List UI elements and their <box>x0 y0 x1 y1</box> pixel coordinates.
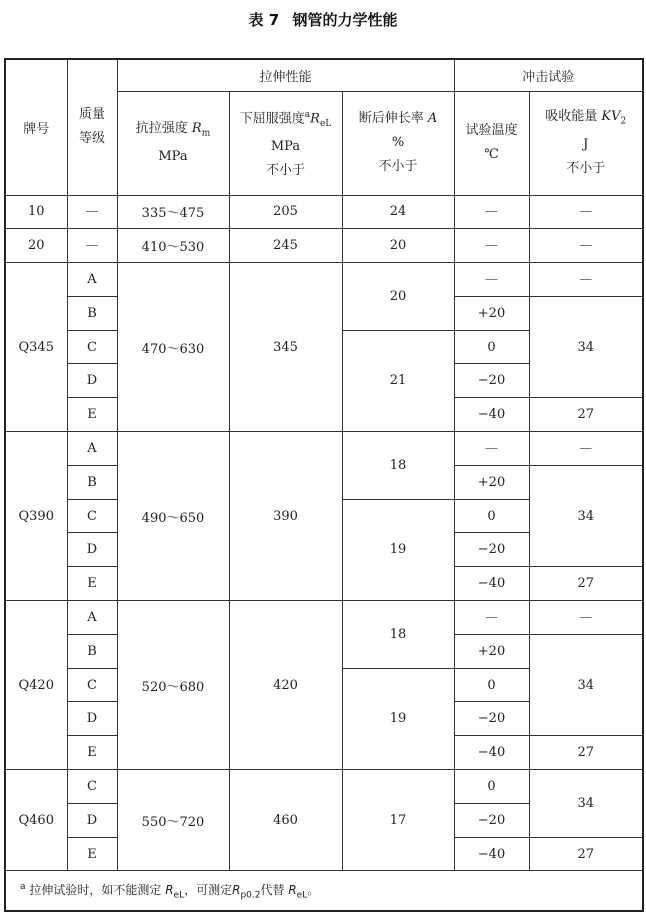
quality-cell: D <box>67 702 117 736</box>
footnote-symbol-3: R <box>288 882 297 897</box>
header-yield-strength <box>229 91 342 195</box>
elongation-cell: 19 <box>342 499 454 600</box>
footnote-symbol-2: R <box>232 882 241 897</box>
yield-footnote-mark: a <box>304 109 311 120</box>
table-row <box>5 229 643 263</box>
tensile-cell: 335～475 <box>117 195 229 229</box>
tensile-unit: MPa <box>158 149 188 165</box>
temp-cell: −20 <box>454 533 529 567</box>
elongation-cell: 18 <box>342 601 454 669</box>
footnote-sub-1: eL <box>173 890 185 901</box>
temp-cell: 0 <box>454 330 529 364</box>
grade-cell: Q390 <box>5 432 67 601</box>
elongation-cell: 24 <box>342 195 454 229</box>
yield-cell: 390 <box>229 432 342 601</box>
energy-cell: — <box>529 601 643 635</box>
test-temp-label: 试验温度 <box>465 123 518 138</box>
tensile-strength-label: 抗拉强度 <box>135 120 188 136</box>
footnote-symbol-1: R <box>165 882 174 897</box>
quality-cell: A <box>67 263 117 297</box>
footnote-mark: a <box>20 881 26 892</box>
quality-cell: B <box>67 296 117 330</box>
elongation-cell: 20 <box>342 263 454 331</box>
tensile-cell: 410～530 <box>117 229 229 263</box>
temp-cell: −40 <box>454 736 529 770</box>
tensile-sub: m <box>201 128 211 139</box>
energy-cell: 34 <box>529 296 643 397</box>
quality-cell: D <box>67 533 117 567</box>
yield-cell: 345 <box>229 263 342 432</box>
footnote-row <box>5 871 643 911</box>
energy-cell: — <box>529 263 643 297</box>
yield-cell: 460 <box>229 770 342 871</box>
energy-cell: 34 <box>529 770 643 838</box>
temp-cell: +20 <box>454 296 529 330</box>
quality-cell: — <box>67 229 117 263</box>
grade-cell: Q460 <box>5 770 67 871</box>
quality-cell: C <box>67 668 117 702</box>
tensile-cell: 490～650 <box>117 432 229 601</box>
quality-cell: E <box>67 736 117 770</box>
mechanical-properties-table <box>4 58 644 912</box>
header-quality-line2: 等级 <box>78 131 105 147</box>
yield-cell: 420 <box>229 601 342 770</box>
yield-cell: 245 <box>229 229 342 263</box>
table-row <box>5 601 643 635</box>
energy-unit: J <box>583 137 589 153</box>
absorbed-energy-label: 吸收能量 <box>545 108 598 124</box>
quality-cell: C <box>67 330 117 364</box>
elongation-min: 不小于 <box>378 159 418 174</box>
energy-cell: 34 <box>529 634 643 735</box>
temp-cell: +20 <box>454 465 529 499</box>
elongation-cell: 20 <box>342 229 454 263</box>
footnote-text-3: 代替 <box>260 882 285 897</box>
temp-cell: 0 <box>454 770 529 804</box>
tensile-cell: 520～680 <box>117 601 229 770</box>
temp-cell: — <box>454 263 529 297</box>
elongation-label: 断后伸长率 <box>358 111 424 126</box>
footnote-text-2: ，可测定 <box>184 882 233 897</box>
table-number: 表 7 <box>248 11 280 29</box>
table-row <box>5 432 643 466</box>
temp-cell: −40 <box>454 837 529 871</box>
energy-cell: 27 <box>529 837 643 871</box>
table-row <box>5 263 643 297</box>
energy-cell: 27 <box>529 398 643 432</box>
energy-symbol: KV <box>601 108 621 124</box>
quality-cell: B <box>67 634 117 668</box>
elongation-cell: 17 <box>342 770 454 871</box>
temp-cell: −20 <box>454 803 529 837</box>
header-test-temp <box>454 91 529 195</box>
temp-cell: +20 <box>454 634 529 668</box>
elongation-cell: 21 <box>342 330 454 431</box>
yield-sub: eL <box>319 118 332 129</box>
energy-cell: — <box>529 195 643 229</box>
temp-cell: — <box>454 229 529 263</box>
quality-cell: E <box>67 837 117 871</box>
temp-cell: −40 <box>454 567 529 601</box>
table-row <box>5 770 643 804</box>
energy-cell: 27 <box>529 567 643 601</box>
table-caption: 钢管的力学性能 <box>292 11 398 29</box>
grade-cell: Q420 <box>5 601 67 770</box>
header-quality <box>67 59 117 195</box>
elongation-symbol: A <box>427 111 438 126</box>
quality-cell: C <box>67 770 117 804</box>
energy-cell: — <box>529 432 643 466</box>
header-elongation <box>342 91 454 195</box>
header-tensile-strength <box>117 91 229 195</box>
temp-cell: — <box>454 195 529 229</box>
footnote-sub-3: eL <box>296 890 308 901</box>
tensile-cell: 550～720 <box>117 770 229 871</box>
temp-cell: −40 <box>454 398 529 432</box>
quality-cell: D <box>67 364 117 398</box>
elongation-cell: 18 <box>342 432 454 500</box>
energy-cell: — <box>529 229 643 263</box>
temp-cell: −20 <box>454 364 529 398</box>
footnote-text-1: 拉伸试验时，如不能测定 <box>29 882 162 897</box>
energy-cell: 34 <box>529 465 643 566</box>
table-title <box>0 8 646 32</box>
temp-cell: — <box>454 601 529 635</box>
grade-cell: 20 <box>5 229 67 263</box>
temp-cell: 0 <box>454 668 529 702</box>
header-row-1 <box>5 59 643 91</box>
header-quality-line1: 质量 <box>78 107 105 123</box>
quality-cell: A <box>67 432 117 466</box>
tensile-symbol: R <box>191 120 202 136</box>
footnote-sub-2: p0.2 <box>240 890 261 901</box>
header-impact-group: 冲击试验 <box>454 59 643 91</box>
footnote <box>5 871 643 911</box>
quality-cell: A <box>67 601 117 635</box>
temp-cell: — <box>454 432 529 466</box>
temp-cell: 0 <box>454 499 529 533</box>
quality-cell: B <box>67 465 117 499</box>
quality-cell: E <box>67 567 117 601</box>
yield-unit: MPa <box>270 139 301 155</box>
grade-cell: 10 <box>5 195 67 229</box>
elongation-unit: % <box>391 135 405 150</box>
tensile-cell: 470～630 <box>117 263 229 432</box>
footnote-text-4: 。 <box>307 882 320 897</box>
grade-cell: Q345 <box>5 263 67 432</box>
table-row <box>5 195 643 229</box>
quality-cell: — <box>67 195 117 229</box>
elongation-cell: 19 <box>342 668 454 769</box>
quality-cell: E <box>67 398 117 432</box>
header-absorbed-energy <box>529 91 643 195</box>
yield-min: 不小于 <box>265 163 305 179</box>
yield-cell: 205 <box>229 195 342 229</box>
yield-strength-label: 下屈服强度 <box>239 110 305 126</box>
header-grade: 牌号 <box>5 59 67 195</box>
energy-sub: 2 <box>620 116 627 127</box>
energy-min: 不小于 <box>566 161 606 177</box>
yield-symbol: R <box>310 110 320 126</box>
energy-cell: 27 <box>529 736 643 770</box>
header-tensile-group: 拉伸性能 <box>117 59 454 91</box>
temp-cell: −20 <box>454 702 529 736</box>
quality-cell: D <box>67 803 117 837</box>
test-temp-unit: ℃ <box>484 147 499 162</box>
quality-cell: C <box>67 499 117 533</box>
